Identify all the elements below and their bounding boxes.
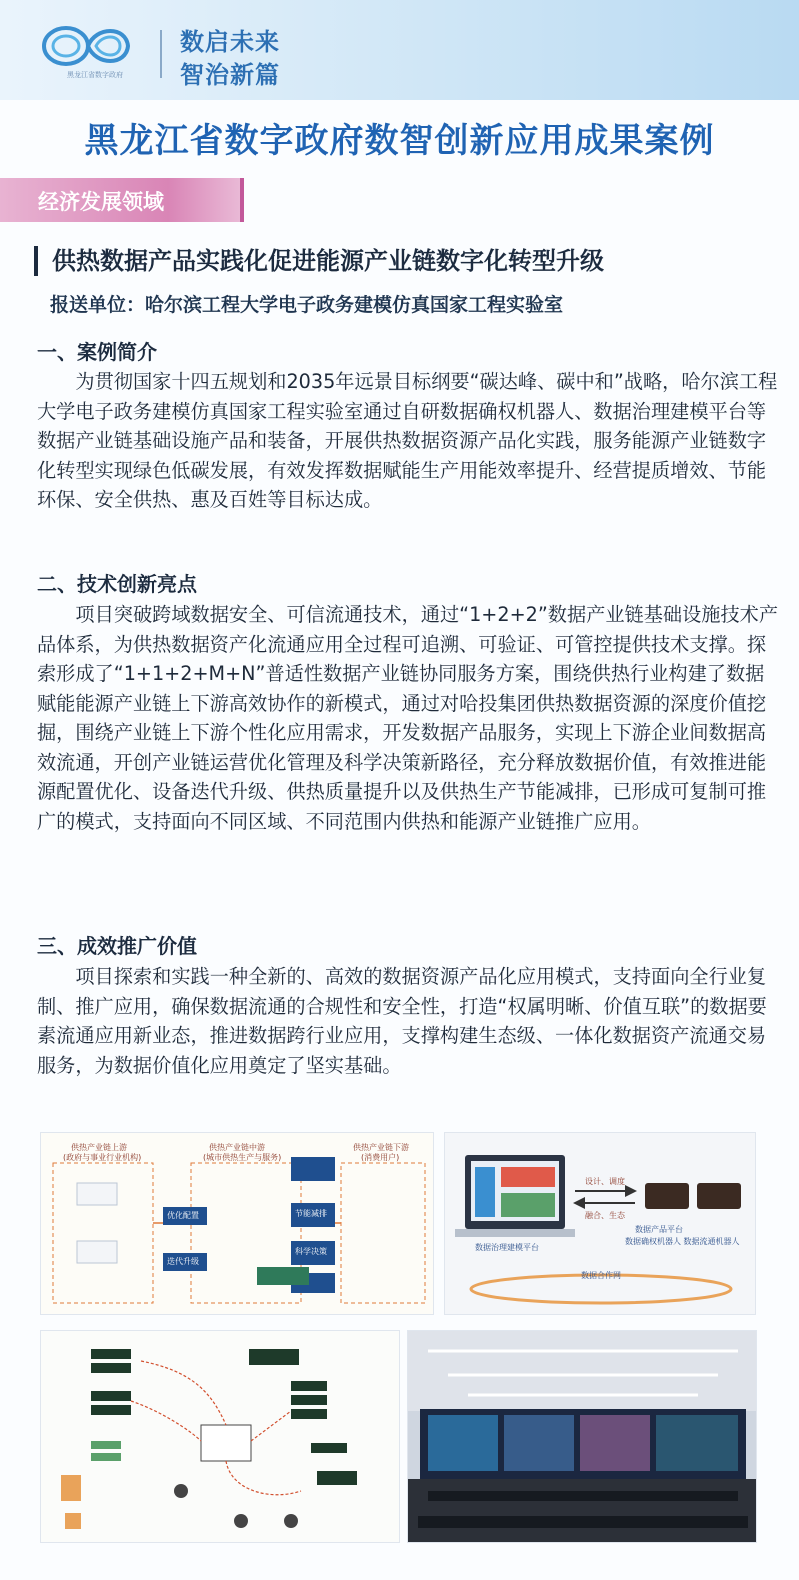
network-diagram-graphic xyxy=(41,1331,400,1543)
center-label: 数据合作网 xyxy=(581,1271,621,1280)
platform-diagram-graphic xyxy=(445,1133,756,1315)
section-body-1: 为贯彻国家十四五规划和2035年远景目标纲要“碳达峰、碳中和”战略，哈尔滨工程大学电子政务建模仿真国家工程实验室通过自研数据确权机器人、数据治理建模平台等数据产业链基础设施产品和装备，开展供热数据资源产品化实践，服务能源产业链数字化转型实现绿色低碳发展，有效发挥数据赋能生产用能效率提升、经营提质增效、节能环保、安全供热、惠及百姓等目标达成。 xyxy=(37,370,778,511)
box-iterate: 迭代升级 xyxy=(167,1257,199,1266)
box-decision: 科学决策 xyxy=(295,1247,327,1256)
slogan-line-2: 智治新篇 xyxy=(180,61,280,89)
platform-diagram xyxy=(444,1132,756,1315)
domain-label: 经济发展领域 xyxy=(38,190,164,214)
chain-down-label: 供热产业链下游 xyxy=(353,1143,409,1152)
network-diagram xyxy=(40,1330,400,1543)
section-heading-2: 二、技术创新亮点 xyxy=(37,572,197,596)
chain-up-label: 供热产业链上游 xyxy=(71,1143,127,1152)
box-energy: 节能减排 xyxy=(295,1209,327,1218)
chain-diagram xyxy=(40,1132,434,1315)
control-room-graphic xyxy=(408,1331,757,1543)
section-heading-3: 三、成效推广价值 xyxy=(37,934,197,958)
chain-mid-label: 供热产业链中游 xyxy=(209,1143,265,1152)
section-body-3: 项目探索和实践一种全新的、高效的数据资源产品化应用模式，支持面向全行业复制、推广应用，确保数据流通的合规性和安全性，打造“权属明晰、价值互联”的数据要素流通应用新业态，推进数据跨行业应用，支撑构建生态级、一体化数据资产流通交易服务，为数据价值化应用奠定了坚实基础。 xyxy=(37,965,767,1077)
case-title: 供热数据产品实践化促进能源产业链数字化转型升级 xyxy=(34,246,604,276)
reporter-unit: 报送单位：哈尔滨工程大学电子政务建模仿真国家工程实验室 xyxy=(50,294,564,316)
box-optimize: 优化配置 xyxy=(167,1211,199,1220)
flow-label-1: 设计、调度 xyxy=(585,1177,625,1186)
slogan-line-1: 数启未来 xyxy=(180,28,280,56)
chain-mid-sub: (城市供热生产与服务) xyxy=(203,1153,282,1162)
section-heading-1: 一、案例简介 xyxy=(37,340,157,364)
robots-label: 数据确权机器人 数据流通机器人 xyxy=(625,1237,740,1246)
main-title: 黑龙江省数字政府数智创新应用成果案例 xyxy=(84,121,715,161)
section-body-2: 项目突破跨域数据安全、可信流通技术，通过“1+2+2”数据产业链基础设施技术产品体系，为供热数据资产化流通应用全过程可追溯、可验证、可管控提供技术支撑。探索形成了“1+1+2+M+N”普适性数据产业链协同服务方案，围绕供热行业构建了数据赋能能源产业链上下游高效协作的新模式，通过对哈投集团供热数据资源的深度价值挖掘，围绕产业链上下游个性化应用需求，开发数据产品服务，实现上下游企业间数据高效流通，开创产业链运营优化管理及科学决策新路径，充分释放数据价值，有效推进能源配置优化、设备迭代升级、供热质量提升以及供热生产节能减排，已形成可复制可推广的模式，支持面向不同区域、不同范围内供热和能源产业链推广应用。 xyxy=(37,603,779,833)
header-divider xyxy=(160,30,162,78)
platform-label: 数据治理建模平台 xyxy=(475,1243,539,1252)
chain-up-sub: (政府与事业行业机构) xyxy=(63,1153,142,1162)
logo-caption: 黑龙江省数字政府 xyxy=(67,71,123,79)
chain-down-sub: (消费用户) xyxy=(361,1153,400,1162)
dataset-label: 数据产品平台 xyxy=(635,1225,683,1234)
flow-label-2: 融合、生态 xyxy=(585,1211,625,1220)
control-room-photo xyxy=(407,1330,757,1543)
